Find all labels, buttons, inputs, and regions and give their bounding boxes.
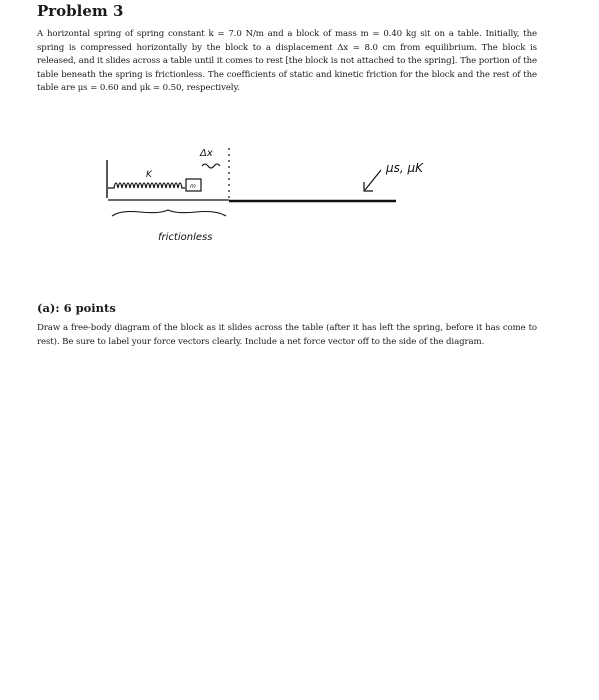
frictionless-brace [112,210,226,216]
frictionless-label: frictionless [158,232,213,243]
block-label: m [190,183,196,190]
displacement-label: Δx [200,148,213,159]
compression-squiggle [202,164,220,168]
part-a-instructions: Draw a free-body diagram of the block as it slides across the table (after it has left the spring, before it has come to rest). Be sure to label your force vectors clearly. Include a net force vector off to the side of the diagram. [37,323,537,347]
pointer-arrow [365,170,381,190]
part-a-heading: (a): 6 points [37,301,116,315]
problem-title: Problem 3 [37,2,124,20]
spring-block-diagram [100,140,430,250]
spring-coil [108,183,185,188]
problem-statement: A horizontal spring of spring constant k = 7.0 N/m and a block of mass m = 0.40 kg sit on a table. Initially, the spring is compressed horizontally by the block to a displacement Δx = 8.0 cm from equilibrium. The block is released, and it slides across a table until it comes to rest [the block is not attached to the spring]. The portion of the table beneath the spring is frictionless. The coefficients of static and kinetic friction for the block and the rest of the table are μs = 0.60 and μk = 0.50, respectively. [37,29,537,94]
friction-coefficients-label: μs, μK [386,161,424,175]
spring-constant-label: K [146,170,152,180]
